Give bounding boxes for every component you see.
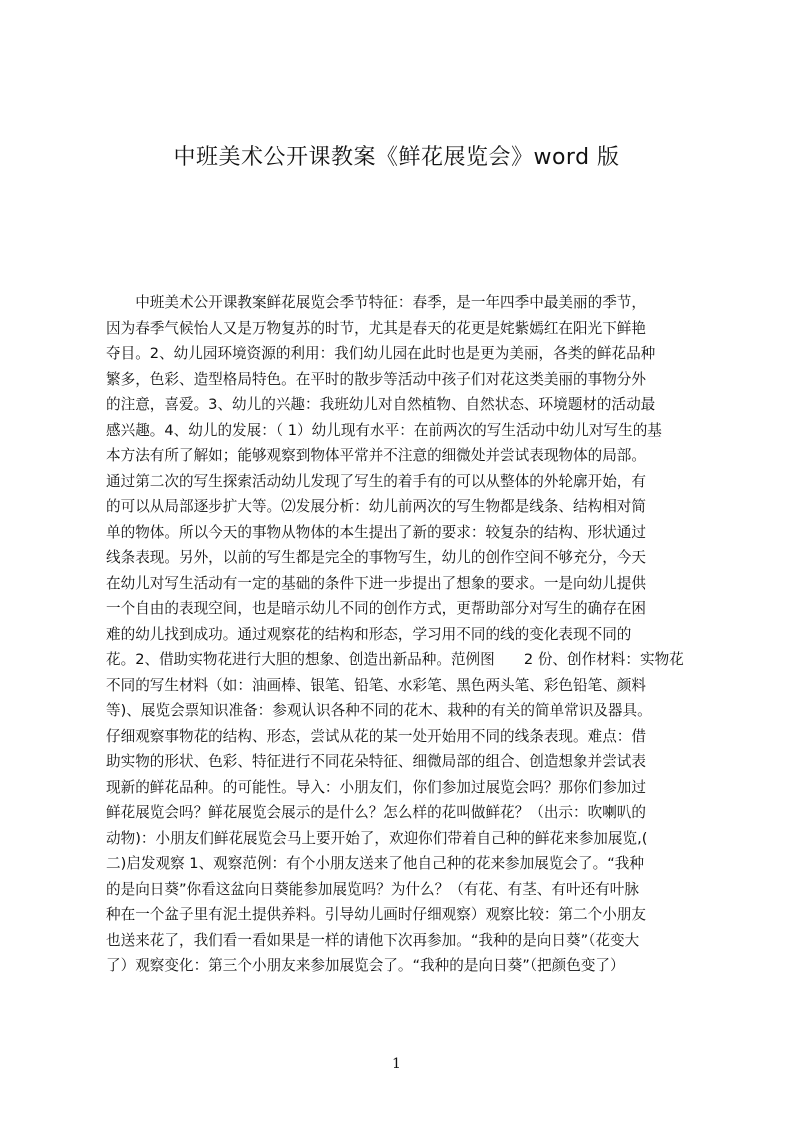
text-line: 助实物的形状、色彩、特征进行不同花朵特征、细微局部的组合、创造想象并尝试表	[106, 753, 646, 770]
document-title: 中班美术公开课教案《鲜花展览会》word 版	[173, 145, 620, 170]
document-body	[106, 290, 702, 1010]
text-line: 繁多，色彩、造型格局特色。在平时的散步等活动中孩子们对花这类美丽的事物分外	[106, 370, 646, 388]
text-line: 感兴趣。4、幼儿的发展：（ 1）幼儿现有水平：在前两次的写生活动中幼儿对写生的基	[106, 421, 662, 439]
text-line: 中班美术公开课教案鲜花展览会季节特征：春季，是一年四季中最美丽的季节，	[106, 294, 646, 311]
text-line: 仔细观察事物花的结构、形态，尝试从花的某一处开始用不同的线条表现。难点：借	[106, 727, 646, 745]
text-line: 也送来花了，我们看一看如果是一样的请他下次再参加。“我种的是向日葵”（花变大	[106, 931, 640, 949]
text-line: 的是向日葵”你看这盆向日葵能参加展览吗？为什么？（有花、有茎、有叶还有叶脉	[106, 880, 639, 898]
text-line: 种在一个盆子里有泥土提供养料。引导幼儿画时仔细观察）观察比较：第二个小朋友	[106, 906, 646, 923]
text-line: 因为春季气候怡人又是万物复苏的时节，尤其是春天的花更是姹紫嫣红在阳光下鲜艳	[106, 319, 646, 337]
text-line: 二)启发观察 1、观察范例：有个小朋友送来了他自己种的花来参加展览会了。“我种	[106, 855, 644, 872]
text-line: 动物)：小朋友们鲜花展览会马上要开始了，欢迎你们带着自己种的鲜花来参加展览,(	[106, 829, 648, 847]
page-number: 1	[392, 1056, 401, 1072]
text-line: 夺目。2、幼儿园环境资源的利用：我们幼儿园在此时也是更为美丽，各类的鲜花品种	[106, 345, 656, 362]
text-line: 一个自由的表现空间，也是暗示幼儿不同的创作方式，更帮助部分对写生的确存在困	[106, 600, 646, 617]
text-line: 线条表现。另外，以前的写生都是完全的事物写生，幼儿的创作空间不够充分，今天	[106, 549, 646, 566]
text-line: 的可以从局部逐步扩大等。⑵发展分析：幼儿前两次的写生物都是线条、结构相对简	[106, 498, 646, 515]
text-line: 了）观察变化：第三个小朋友来参加展览会了。“我种的是向日葵”（把颜色变了）	[106, 957, 625, 974]
text-line: 本方法有所了解如；能够观察到物体平常并不注意的细微处并尝试表现物体的局部。	[106, 447, 646, 464]
text-line: 鲜花展览会吗？鲜花展览会展示的是什么？怎么样的花叫做鲜花？（出示：吹喇叭的	[106, 804, 646, 821]
text-line: 在幼儿对写生活动有一定的基础的条件下进一步提出了想象的要求。一是向幼儿提供	[106, 574, 646, 592]
text-line: 的注意，喜爱。3、幼儿的兴趣：我班幼儿对自然植物、自然状态、环境题材的活动最	[106, 396, 656, 413]
text-line: 单的物体。所以今天的事物从物体的本生提出了新的要求：较复杂的结构、形状通过	[106, 523, 646, 541]
text-line: 现新的鲜花品种。的可能性。导入：小朋友们，你们参加过展览会吗？那你们参加过	[106, 778, 646, 796]
text-line: 通过第二次的写生探索活动幼儿发现了写生的着手有的可以从整体的外轮廓开始，有	[106, 472, 646, 490]
text-line: 花。2、借助实物花进行大胆的想象、创造出新品种。范例图 2 份、创作材料：实物花	[106, 651, 684, 668]
text-line: 等)、展览会票知识准备：参观认识各种不同的花木、栽种的有关的简单常识及器具。	[106, 702, 652, 719]
text-line: 难的幼儿找到成功。通过观察花的结构和形态，学习用不同的线的变化表现不同的	[106, 625, 632, 643]
text-line: 不同的写生材料（如：油画棒、银笔、铅笔、水彩笔、黑色两头笔、彩色铅笔、颜料	[106, 676, 646, 694]
